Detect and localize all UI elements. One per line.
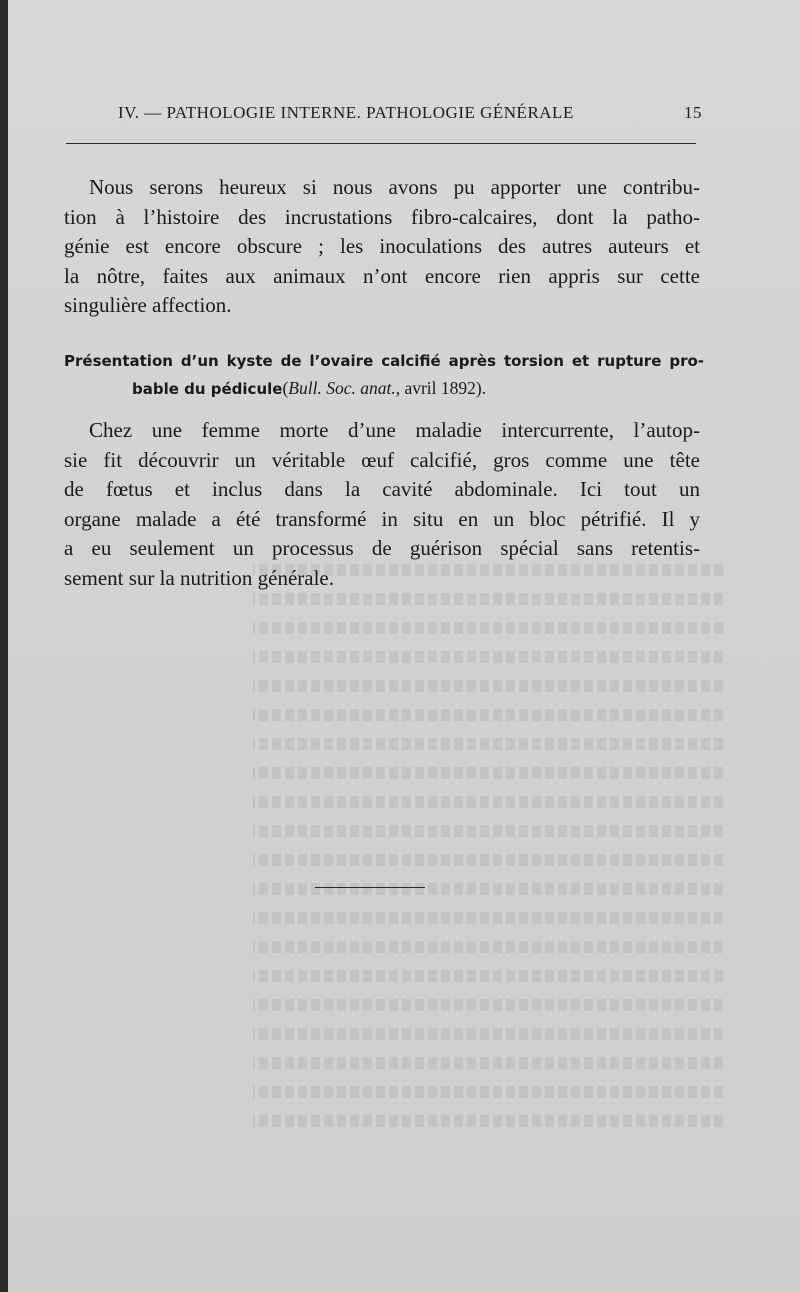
citation: (Bull. Soc. anat., avril 1892).	[282, 378, 487, 398]
text-line: génie est encore obscure ; les inoculations des autres auteurs et	[64, 234, 700, 258]
text-line: de fœtus et inclus dans la cavité abdominale. Ici tout un	[64, 477, 700, 501]
running-head-title: IV. — PATHOLOGIE INTERNE. PATHOLOGIE GÉNÉRALE	[118, 103, 574, 122]
text-line: sie fit découvrir un véritable œuf calcifié, gros comme une tête	[64, 447, 700, 472]
heading-bold-text: bable du pédicule	[132, 380, 283, 398]
section-heading	[64, 348, 704, 402]
section-end-rule	[315, 887, 425, 888]
paragraph-case-description	[64, 416, 700, 593]
heading-line	[64, 375, 704, 402]
citation-date: avril 1892).	[400, 378, 487, 398]
text-line: singulière affection.	[64, 293, 232, 317]
page-number: 15	[684, 103, 702, 122]
text-line: Chez une femme morte d’une maladie intercurrente, l’autop-	[89, 418, 700, 442]
citation-journal: Bull. Soc. anat.,	[288, 378, 401, 398]
header-rule	[66, 143, 696, 144]
book-page	[8, 0, 800, 1292]
text-line: tion à l’histoire des incrustations fibro-calcaires, dont la patho-	[64, 204, 700, 229]
text-line: sement sur la nutrition générale.	[64, 565, 334, 590]
text-line: organe malade a été transformé in situ en un bloc pétrifié. Il y	[64, 506, 700, 531]
reverse-page-bleed-through	[253, 555, 723, 1165]
heading-line: Présentation d’un kyste de l’ovaire calcifié après torsion et rupture pro-	[64, 352, 704, 370]
paragraph-incrustations	[64, 173, 700, 321]
text-line: la nôtre, faites aux animaux n’ont encore rien appris sur cette	[64, 263, 700, 288]
running-head	[118, 103, 702, 123]
text-line: a eu seulement un processus de guérison spécial sans retentis-	[64, 536, 700, 560]
text-line: Nous serons heureux si nous avons pu apporter une contribu-	[89, 175, 700, 199]
